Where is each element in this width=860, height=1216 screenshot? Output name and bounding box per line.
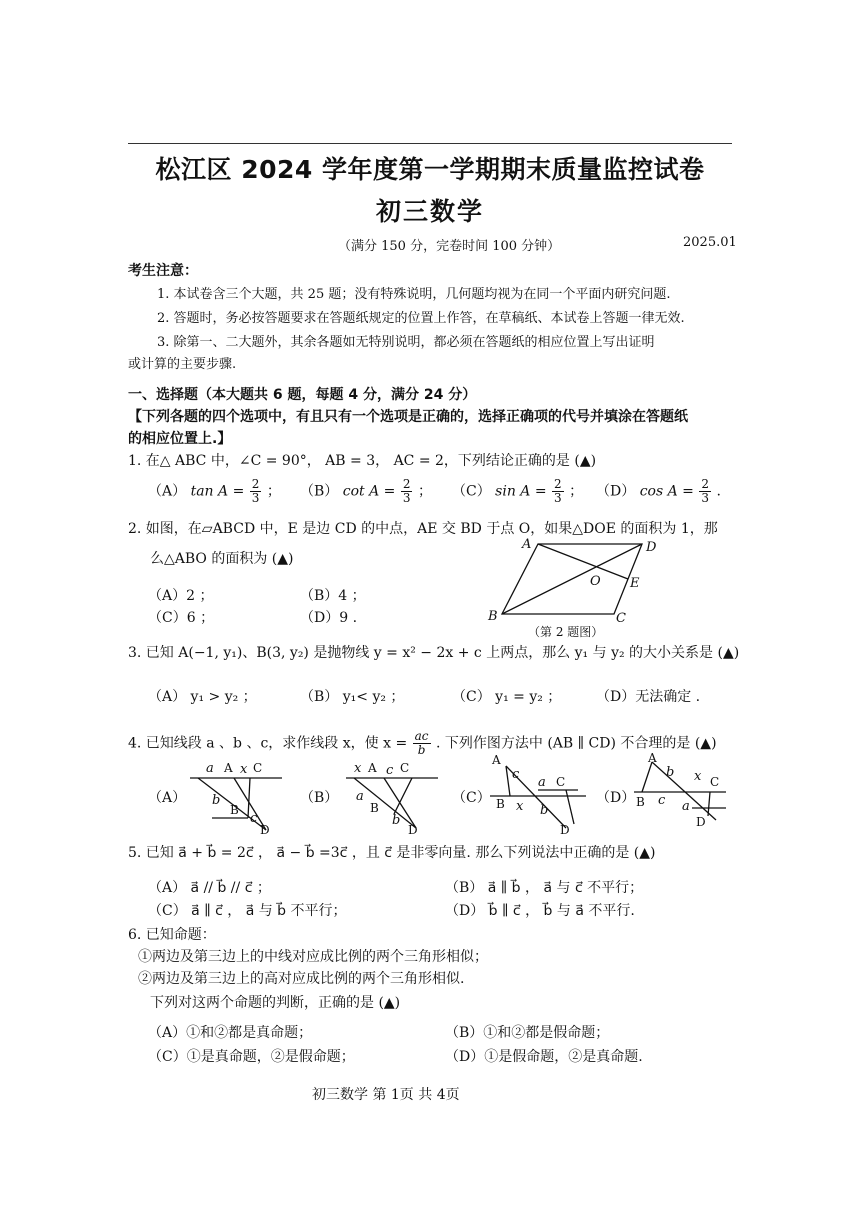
label-b: b: [540, 803, 549, 818]
q1-option-d-expr: cos A =: [639, 483, 694, 500]
label-a: a: [538, 775, 546, 790]
q1-option-b: [300, 478, 432, 505]
label-c: c: [250, 811, 258, 826]
q4-option-c-label: （C）: [452, 790, 491, 806]
q1-option-c: [452, 478, 583, 505]
section-instruction-2: 的相应位置上.】: [128, 431, 232, 447]
q6-prop-2: ②两边及第三边上的高对应成比例的两个三角形相似.: [138, 971, 465, 987]
exam-subject: 初三数学: [375, 197, 484, 226]
q4-stem-post: . 下列作图方法中 (AB ∥ CD) 不合理的是 (▲): [435, 735, 717, 752]
label-B: B: [496, 797, 505, 811]
q1-option-a-label: （A）: [148, 483, 187, 500]
q1-option-d-label: （D）: [596, 483, 636, 500]
label-a: A: [522, 537, 532, 552]
frac-num: 2: [701, 477, 709, 491]
label-B: B: [636, 795, 645, 809]
frac-num: 2: [251, 477, 260, 491]
frac-num: ac: [414, 729, 429, 743]
label-x: x: [516, 799, 524, 814]
q1-option-a-expr: tan A =: [190, 483, 245, 500]
label-A: A: [224, 761, 233, 775]
q1-option-b-expr: cot A =: [342, 483, 396, 500]
q2-option-a: （A）2 ；: [148, 588, 214, 604]
label-c: C: [616, 611, 626, 626]
label-A: A: [648, 751, 657, 765]
q1-option-d: [596, 478, 721, 505]
label-C: C: [400, 761, 410, 775]
q2-figure-caption: （第 2 题图）: [528, 625, 604, 639]
label-d: D: [646, 540, 657, 555]
page-footer: 初三数学 第 1页 共 4页: [312, 1087, 460, 1103]
q1-option-c-tail: ；: [569, 483, 584, 500]
frac-num: 2: [554, 477, 562, 491]
label-C: C: [253, 761, 263, 775]
q1-option-a: [148, 478, 281, 505]
q1-option-b-tail: ；: [417, 483, 432, 500]
notice-item-2: 2. 答题时，务必按答题要求在答题纸规定的位置上作答，在草稿纸、本试卷上答题一律无效.: [157, 311, 685, 326]
q1-option-a-frac: [250, 478, 262, 505]
q6-option-c: （C）①是真命题，②是假命题；: [148, 1049, 355, 1065]
q6-option-d: （D）①是假命题，②是真命题.: [445, 1049, 643, 1065]
q2-option-b: （B）4 ；: [300, 588, 366, 604]
q5-option-b: （B） a⃗ ∥ b⃗ ， a⃗ 与 c⃗ 不平行；: [445, 880, 644, 896]
diagonal-bd: [502, 544, 642, 614]
q4-figure-c: [486, 752, 596, 836]
q3-option-c: （C） y₁ = y₂ ；: [452, 689, 562, 705]
q4-figure-b: [338, 756, 448, 836]
label-x: x: [240, 762, 248, 777]
label-D: D: [408, 823, 418, 836]
q5-stem: 5. 已知 a⃗ + b⃗ = 2c⃗ ， a⃗ − b⃗ =3c⃗ ，且 c⃗ 是非零向量. 那么下列说法中正确的是 (▲): [128, 845, 656, 861]
label-C: C: [710, 775, 720, 789]
label-b: B: [488, 609, 498, 624]
q1-option-d-frac: [699, 478, 711, 505]
frac-den: b: [417, 743, 426, 757]
exam-date: 2025.01: [683, 235, 737, 250]
q6-ask: 下列对这两个命题的判断，正确的是 (▲): [150, 995, 401, 1011]
label-c: c: [386, 763, 394, 778]
label-o: O: [590, 574, 601, 589]
q4-option-b-label: （B）: [300, 790, 339, 806]
label-A: A: [492, 753, 501, 767]
label-b: b: [392, 813, 401, 828]
notice-heading: 考生注意：: [128, 263, 198, 279]
q1-option-d-tail: .: [716, 483, 721, 500]
score-info: （满分 150 分，完卷时间 100 分钟）: [338, 239, 561, 254]
q5-option-c: （C） a⃗ ∥ c⃗ ， a⃗ 与 b⃗ 不平行；: [148, 903, 347, 919]
label-x: x: [354, 761, 362, 776]
q1-option-c-expr: sin A =: [495, 483, 547, 500]
q1-option-b-label: （B）: [300, 483, 339, 500]
label-c: c: [658, 793, 666, 808]
label-a: a: [206, 761, 214, 776]
label-A: A: [368, 761, 377, 775]
q4-frac: [413, 730, 431, 757]
q2-stem-1: 2. 如图，在▱ABCD 中，E 是边 CD 的中点，AE 交 BD 于点 O，如果△DOE 的面积为 1，那: [128, 521, 718, 537]
exam-title: 松江区 2024 学年度第一学期期末质量监控试卷: [155, 155, 705, 184]
label-a: a: [682, 799, 690, 814]
label-b: b: [666, 765, 675, 780]
q1-option-c-frac: [552, 478, 564, 505]
label-a: a: [356, 789, 364, 804]
label-c: c: [512, 767, 520, 782]
notice-item-3: 3. 除第一、二大题外，其余各题如无特别说明，都必须在答题纸的相应位置上写出证明: [157, 335, 655, 350]
label-b: b: [212, 793, 221, 808]
frac-num: 2: [402, 477, 411, 491]
label-D: D: [560, 823, 570, 836]
section-heading: 一、选择题（本大题共 6 题，每题 4 分，满分 24 分）: [128, 387, 477, 403]
label-D: D: [260, 823, 270, 836]
q4-figure-d: [630, 750, 730, 830]
q4-figure-a: [182, 756, 292, 836]
label-x: x: [694, 769, 702, 784]
q1-stem: 1. 在△ ABC 中，∠C = 90°， AB = 3， AC = 2，下列结论正确的是 (▲): [128, 453, 597, 469]
notice-item-3-cont: 或计算的主要步骤.: [128, 357, 237, 372]
q2-option-d: （D）9 .: [300, 610, 358, 626]
q4-option-d-label: （D）: [596, 790, 636, 806]
notice-item-1: 1. 本试卷含三个大题，共 25 题；没有特殊说明，几何题均视为在同一个平面内研究问题.: [157, 287, 671, 302]
q3-stem: 3. 已知 A(−1, y₁)、B(3, y₂) 是抛物线 y = x² − 2x + c 上两点，那么 y₁ 与 y₂ 的大小关系是 (▲): [128, 645, 740, 661]
q1-option-b-frac: [401, 478, 413, 505]
q5-option-a: （A） a⃗ // b⃗ // c⃗ ；: [148, 880, 271, 896]
q1-option-c-label: （C）: [452, 483, 491, 500]
q6-option-b: （B）①和②都是假命题；: [445, 1025, 610, 1041]
q4-stem-pre: 4. 已知线段 a 、b 、c，求作线段 x，使 x =: [128, 735, 408, 752]
q4-stem: [128, 730, 717, 757]
label-B: B: [230, 803, 239, 817]
frac-den: 3: [701, 491, 709, 505]
q6-option-a: （A）①和②都是真命题；: [148, 1025, 313, 1041]
q6-stem: 6. 已知命题：: [128, 927, 216, 943]
frac-den: 3: [554, 491, 562, 505]
q2-option-c: （C）6 ；: [148, 610, 215, 626]
label-C: C: [556, 775, 566, 789]
section-instruction-1: 【下列各题的四个选项中，有且只有一个选项是正确的，选择正确项的代号并填涂在答题纸: [128, 409, 688, 425]
label-e: E: [630, 576, 640, 591]
q5-option-d: （D） b⃗ ∥ c⃗ ， b⃗ 与 a⃗ 不平行.: [445, 903, 635, 919]
top-rule: [128, 143, 732, 144]
q3-option-b: （B） y₁< y₂ ；: [300, 689, 405, 705]
frac-den: 3: [251, 491, 260, 505]
q3-option-a: （A） y₁ > y₂ ；: [148, 689, 257, 705]
label-D: D: [696, 815, 706, 829]
q1-option-a-tail: ；: [266, 483, 281, 500]
q2-figure: [480, 534, 680, 644]
q6-prop-1: ①两边及第三边上的中线对应成比例的两个三角形相似；: [138, 949, 488, 965]
q2-stem-2: 么△ABO 的面积为 (▲): [150, 551, 294, 567]
q3-option-d: （D）无法确定 .: [596, 689, 701, 705]
frac-den: 3: [402, 491, 411, 505]
label-B: B: [370, 801, 379, 815]
q4-option-a-label: （A）: [148, 790, 187, 806]
